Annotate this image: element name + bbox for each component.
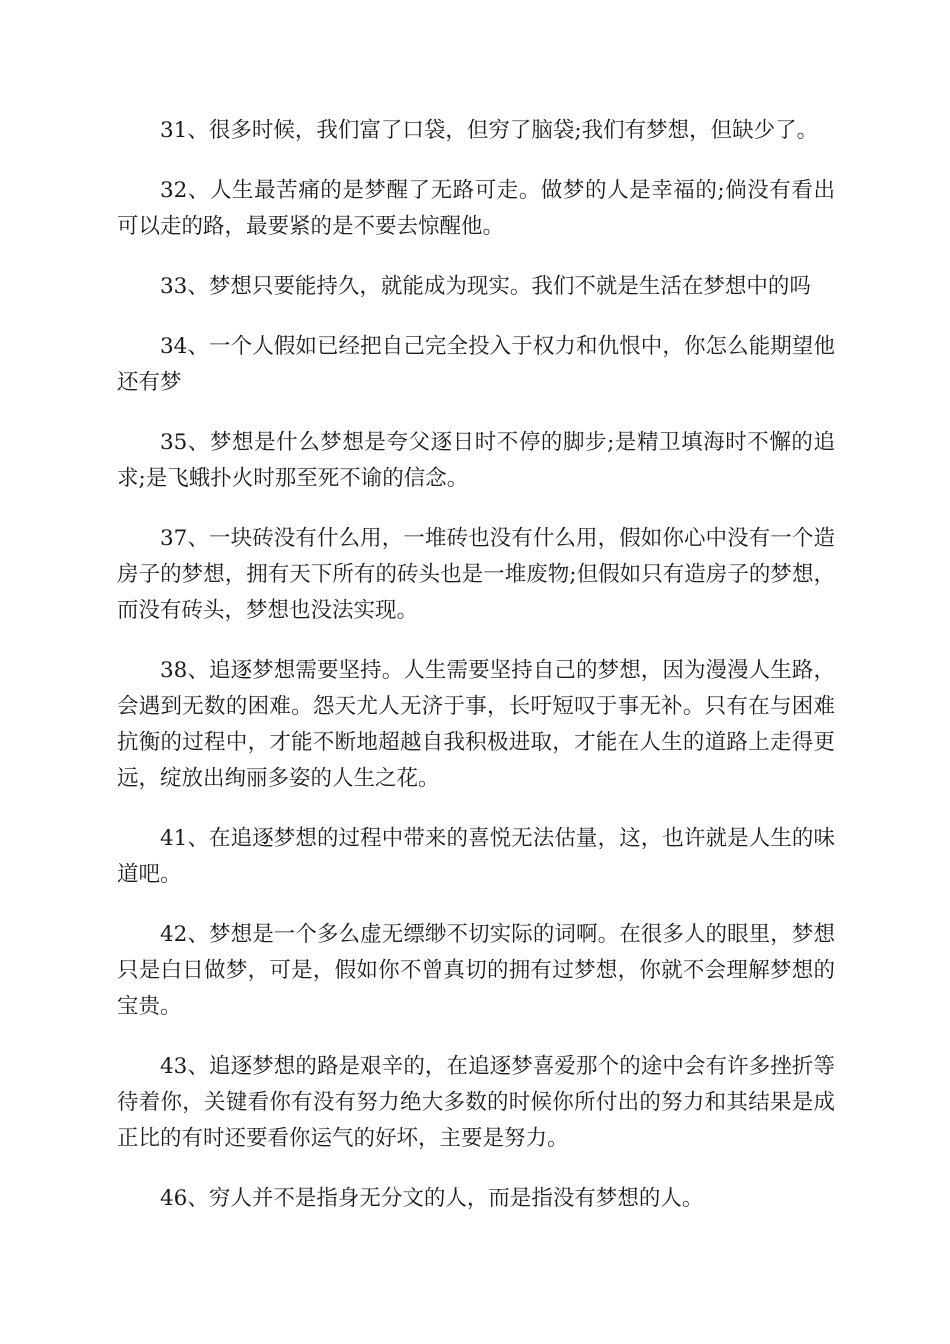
- document-body: [117, 113, 835, 1241]
- paragraph-33: 33、梦想只要能持久，就能成为现实。我们不就是生活在梦想中的吗: [160, 274, 811, 299]
- paragraph-34: 34、一个人假如已经把自己完全投入于权力和仇恨中，你怎么能期望他还有梦: [117, 334, 835, 395]
- paragraph-41: 41、在追逐梦想的过程中带来的喜悦无法估量，这，也许就是人生的味道吧。: [117, 826, 835, 887]
- paragraph-32: 32、人生最苦痛的是梦醒了无路可走。做梦的人是幸福的;倘没有看出可以走的路，最要紧的是不要去惊醒他。: [117, 178, 835, 239]
- paragraph-38: 38、追逐梦想需要坚持。人生需要坚持自己的梦想，因为漫漫人生路，会遇到无数的困难。怨天尤人无济于事，长吁短叹于事无补。只有在与困难抗衡的过程中，才能不断地超越自我积极进取，才能在人生的道路上走得更远，绽放出绚丽多姿的人生之花。: [117, 658, 835, 791]
- paragraph-31: 31、很多时候，我们富了口袋，但穷了脑袋;我们有梦想，但缺少了。: [160, 118, 819, 143]
- paragraph-43: 43、追逐梦想的路是艰辛的，在追逐梦喜爱那个的途中会有许多挫折等待着你，关键看你有没有努力绝大多数的时候你所付出的努力和其结果是成正比的有时还要看你运气的好坏，主要是努力。: [117, 1054, 835, 1151]
- paragraph-35: 35、梦想是什么梦想是夸父逐日时不停的脚步;是精卫填海时不懈的追求;是飞蛾扑火时那至死不谕的信念。: [117, 430, 835, 491]
- paragraph-46: 46、穷人并不是指身无分文的人，而是指没有梦想的人。: [160, 1186, 704, 1211]
- paragraph-37: 37、一块砖没有什么用，一堆砖也没有什么用，假如你心中没有一个造房子的梦想，拥有天下所有的砖头也是一堆废物;但假如只有造房子的梦想，而没有砖头，梦想也没法实现。: [117, 526, 835, 623]
- paragraph-42: 42、梦想是一个多么虚无缥缈不切实际的词啊。在很多人的眼里，梦想只是白日做梦，可是，假如你不曾真切的拥有过梦想，你就不会理解梦想的宝贵。: [117, 922, 835, 1019]
